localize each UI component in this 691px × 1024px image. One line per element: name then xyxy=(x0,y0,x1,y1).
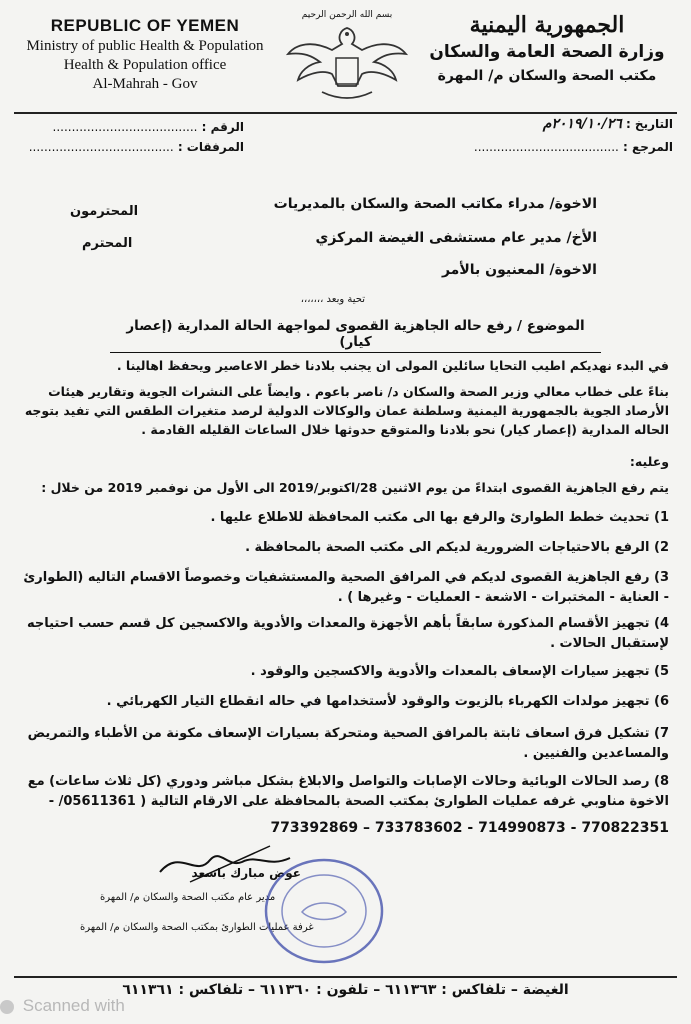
scanner-watermark xyxy=(0,996,125,1016)
footer-divider xyxy=(14,976,677,978)
arabic-ministry-name: وزارة الصحة العامة والسكان xyxy=(429,42,665,62)
list-item-6: 6) تجهيز مولدات الكهرباء بالزيوت والوقود لأستخدامها في حاله انقطاع التيار الكهربائي . xyxy=(106,694,669,709)
arabic-office-name: مكتب الصحة والسكان م/ المهرة xyxy=(437,68,657,84)
cc-line: غرفة عمليات الطوارئ بمكتب الصحة والسكان م/ المهرة xyxy=(80,922,314,933)
republic-title: REPUBLIC OF YEMEN xyxy=(50,16,240,35)
signatory-title: مدير عام مكتب الصحة والسكان م/ المهرة xyxy=(100,892,276,903)
republic-emblem xyxy=(282,10,412,110)
list-item-7: 7) تشكيل فرق اسعاف ثابتة بالمرافق الصحية ومتحركة بسيارات الإسعاف مكونة من الأطباء والتمريض والمساعدين والفنيين . xyxy=(27,726,669,761)
attachments-dots: ...................................... xyxy=(28,140,174,154)
official-stamp xyxy=(262,856,386,966)
number-dots: ...................................... xyxy=(52,120,198,134)
scanner-logo-icon xyxy=(0,1000,14,1014)
recipient-1 xyxy=(60,196,597,212)
watermark-text: Scanned with xyxy=(22,996,125,1015)
recipient-2 xyxy=(60,230,597,246)
attachments-label: المرفقات : xyxy=(177,140,244,154)
opening-paragraph: في البدء نهديكم اطيب التحايا سائلين المولى ان يجنب بلادنا خطر الاعاصير ويحفظ اهالينا . xyxy=(116,358,669,373)
footer-contacts: الغيضة – تلفاكس : ٦١١٣٦٣ – تلفون : ٦١١٣٦٠ – تلفاكس : ٦١١٣٦١ xyxy=(122,982,569,998)
governorate-name: Al-Mahrah - Gov xyxy=(92,76,198,92)
letterhead-arabic xyxy=(417,12,677,84)
reference-dots: ...................................... xyxy=(473,140,619,154)
eagle-emblem-icon xyxy=(282,10,412,110)
recipient-3 xyxy=(60,262,597,278)
recipient-1-name: الاخوة/ مدراء مكاتب الصحة والسكان بالمديريات xyxy=(273,196,597,212)
list-item-5: 5) تجهيز سيارات الإسعاف بالمعدات والأدوية والاكسجين والوقود . xyxy=(250,664,669,679)
attachments-field xyxy=(14,140,244,154)
greeting: تحية وبعد ،،،،،،، xyxy=(300,294,365,305)
recipient-3-name: الاخوة/ المعنيون بالأمر xyxy=(441,262,597,278)
date-field xyxy=(443,116,673,132)
subject-text: الموضوع / رفع حاله الجاهزية القصوى لمواجهة الحالة المدارية (إعصار كيار) xyxy=(126,318,585,350)
number-field xyxy=(14,120,244,134)
list-item-1: 1) تحديث خطط الطوارئ والرفع بها الى مكتب المحافظة للاطلاع عليها . xyxy=(210,510,669,525)
stamp-icon xyxy=(262,856,386,966)
recipient-1-honorific: المحترمون xyxy=(70,204,139,219)
emblem-caption: بسم الله الرحمن الرحيم xyxy=(301,10,393,20)
recipient-2-honorific: المحترم xyxy=(82,236,133,251)
basis-paragraph: بناءً على خطاب معالي وزير الصحة والسكان د/ ناصر باعوم . وايضاً على النشرات الجوية وتقارير هيئات الأرصاد الجوية بالجمهورية اليمنية وسلطنة عمان والوكالات الدولية لرصد متغيرات الطقس التي تفيد بتوجه الحاله المدارية (إعصار كيار) نحو بلادنا والمتوقع حدوثها خلال الساعات القليله القادمة . xyxy=(24,384,669,437)
office-name: Health & Population office xyxy=(63,57,227,73)
phone-numbers: 773392869 – 733783602 - 714990873 - 770822351 xyxy=(270,820,669,836)
subject-line xyxy=(110,318,601,353)
header-divider xyxy=(14,112,677,114)
recipient-2-name: الأخ/ مدير عام مستشفى الغيضة المركزي xyxy=(315,230,597,246)
list-item-2: 2) الرفع بالاحتياجات الضرورية لديكم الى مكتب الصحة بالمحافظة . xyxy=(245,540,669,555)
date-value: ٢٠١٩/١٠/٢٦م xyxy=(542,116,622,132)
letterhead-english xyxy=(14,16,276,93)
therefore-label: وعليه: xyxy=(629,454,669,469)
date-label: التاريخ : xyxy=(625,117,673,131)
readiness-paragraph: يتم رفع الجاهزية القصوى ابتداءً من يوم الاثنين 28/اكتوبر/2019 الى الأول من نوفمبر 2019 من خلال : xyxy=(41,480,669,495)
signatory-name: عوض مبارك باسعد xyxy=(191,866,301,880)
list-item-8: 8) رصد الحالات الوبائية وحالات الإصابات والتواصل والابلاغ بشكل مباشر ودوري (كل ثلاث ساعات) مع الاخوة مناوبي غرفه عمليات الطوارئ بمكتب الصحة بالمحافظة على الارقام التالية ( 05611361/ - xyxy=(27,774,669,809)
list-item-3: 3) رفع الجاهزية القصوى لديكم في المرافق الصحية والمستشفيات وخصوصاً الاقسام التاليه (الطوارئ - العناية - المختبرات - الاشعة - العمليات - وغيرها ) . xyxy=(23,570,669,605)
reference-field xyxy=(443,140,673,154)
number-label: الرقم : xyxy=(201,120,244,134)
list-item-4: 4) تجهيز الأقسام المذكورة سابقاً بأهم الأجهزة والمعدات والأدوية والاكسجين كل قسم حسب احتياجه لإستقبال الحالات . xyxy=(26,616,669,651)
reference-label: المرجع : xyxy=(623,140,673,154)
ministry-name: Ministry of public Health & Population xyxy=(26,38,264,54)
arabic-republic-title: الجمهورية اليمنية xyxy=(469,12,625,38)
